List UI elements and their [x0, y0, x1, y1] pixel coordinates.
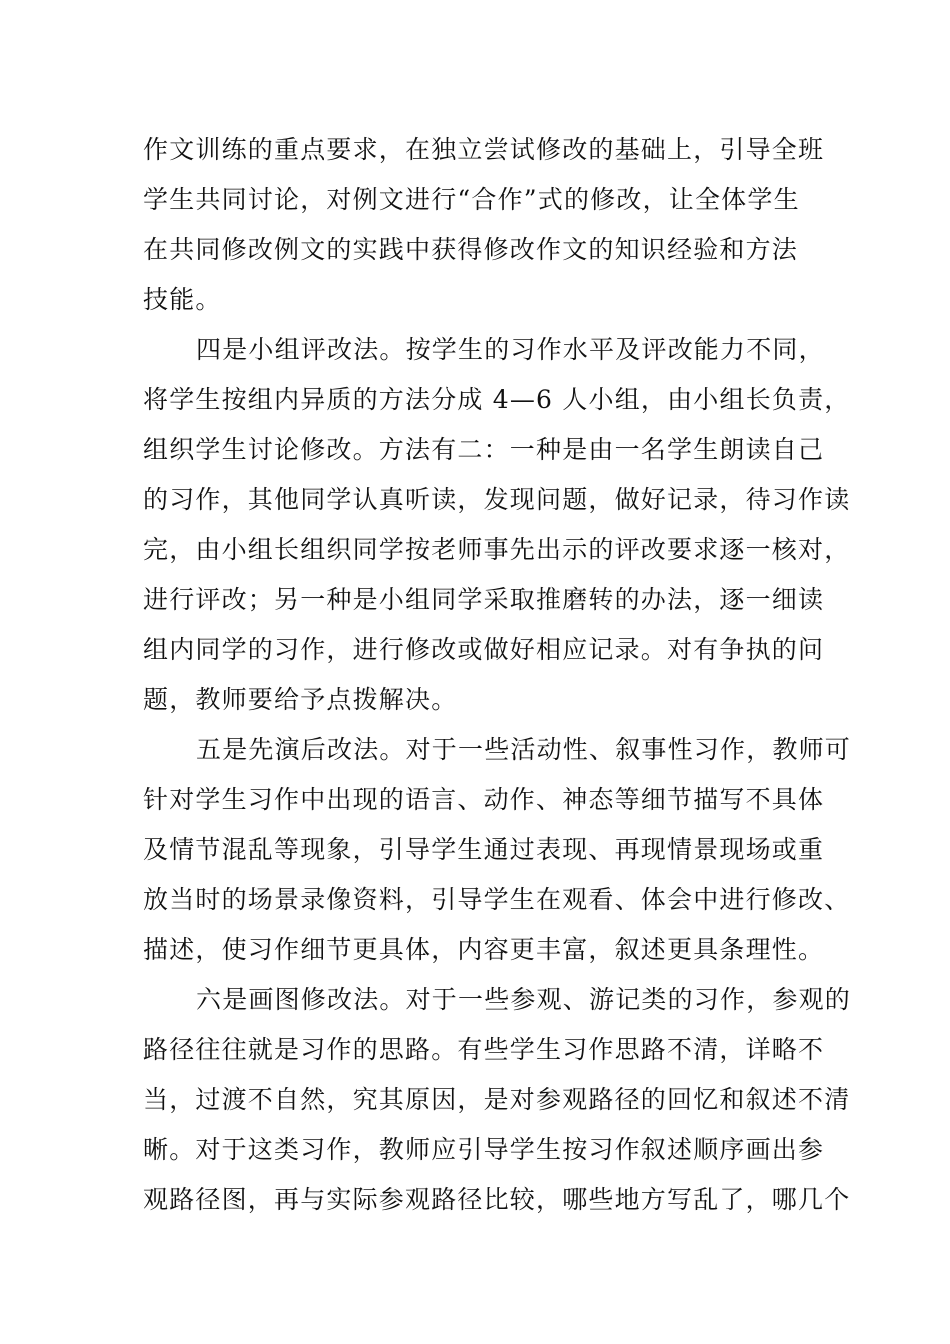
text-line: 路径往往就是习作的思路。有些学生习作思路不清，详略不 [143, 1035, 825, 1064]
text-line: 针对学生习作中出现的语言、动作、神态等细节描写不具体 [143, 785, 825, 814]
text-line: 组织学生讨论修改。方法有二：一种是由一名学生朗读自己 [143, 435, 825, 464]
text-line: 作文训练的重点要求，在独立尝试修改的基础上，引导全班 [143, 135, 825, 164]
text-line: 技能。 [143, 285, 222, 314]
text-line: 将学生按组内异质的方法分成 4—6 人小组，由小组长负责， [143, 385, 851, 414]
text-line: 组内同学的习作，进行修改或做好相应记录。对有争执的问 [143, 635, 825, 664]
text-line: 的习作，其他同学认真听读，发现问题，做好记录，待习作读 [143, 485, 851, 514]
text-line: 在共同修改例文的实践中获得修改作文的知识经验和方法 [143, 235, 799, 264]
text-line: 及情节混乱等现象，引导学生通过表现、再现情景现场或重 [143, 835, 825, 864]
text-line: 放当时的场景录像资料，引导学生在观看、体会中进行修改、 [143, 885, 851, 914]
text-line: 晰。对于这类习作，教师应引导学生按习作叙述顺序画出参 [143, 1135, 825, 1164]
text-line: 进行评改；另一种是小组同学采取推磨转的办法，逐一细读 [143, 585, 825, 614]
text-line: 当，过渡不自然，究其原因，是对参观路径的回忆和叙述不清 [143, 1085, 851, 1114]
text-line: 题，教师要给予点拨解决。 [143, 685, 458, 714]
text-line: 学生共同讨论，对例文进行“合作”式的修改，让全体学生 [143, 185, 800, 214]
paragraph-start-line: 四是小组评改法。按学生的习作水平及评改能力不同， [196, 335, 825, 364]
paragraph-start-line: 六是画图修改法。对于一些参观、游记类的习作，参观的 [196, 985, 852, 1014]
text-line: 描述，使习作细节更具体，内容更丰富，叙述更具条理性。 [143, 935, 825, 964]
paragraph-start-line: 五是先演后改法。对于一些活动性、叙事性习作，教师可 [196, 735, 852, 764]
text-line: 完，由小组长组织同学按老师事先出示的评改要求逐一核对， [143, 535, 851, 564]
text-line: 观路径图，再与实际参观路径比较，哪些地方写乱了，哪几个 [143, 1185, 851, 1214]
